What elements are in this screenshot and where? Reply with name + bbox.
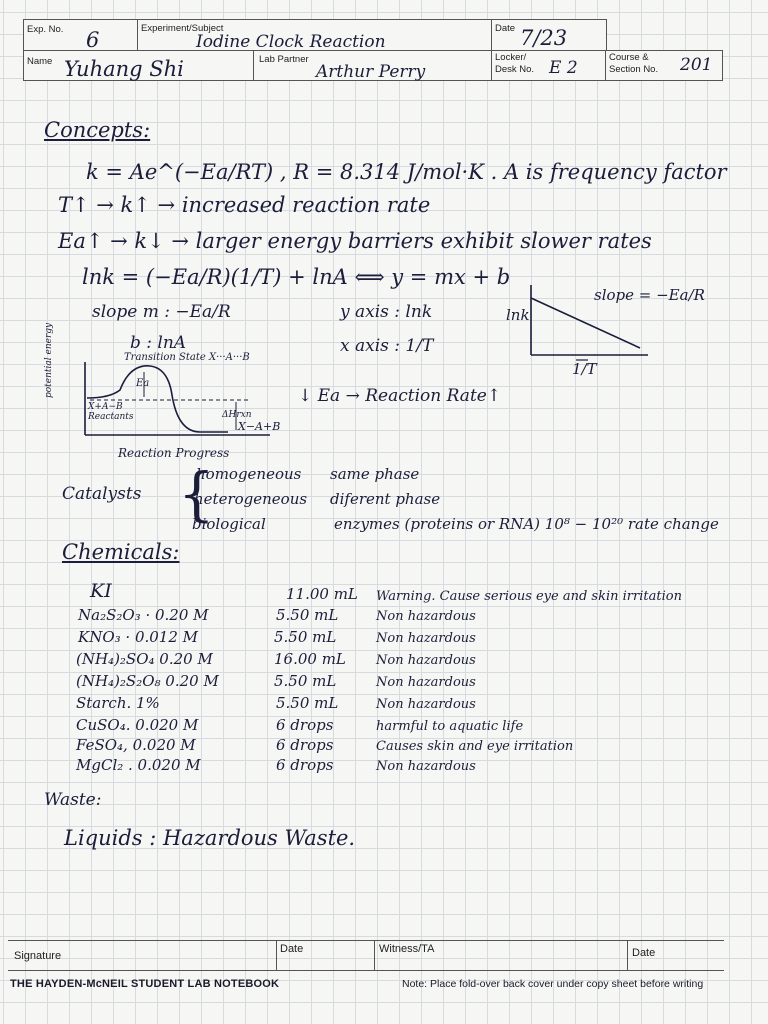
name-label: Name bbox=[27, 56, 53, 67]
waste-line: Liquids : Hazardous Waste. bbox=[64, 826, 356, 850]
chemical-name: FeSO₄, 0.020 M bbox=[76, 736, 196, 754]
footer-date2-label: Date bbox=[632, 947, 656, 959]
catalysts-label: Catalysts bbox=[62, 484, 142, 504]
notebook-brand: THE HAYDEN-McNEIL STUDENT LAB NOTEBOOK bbox=[10, 978, 280, 990]
diagram-ea-label: Ea bbox=[136, 378, 150, 389]
diagram-dh-label: ΔHrxn bbox=[222, 410, 252, 420]
chemical-hazard: Warning. Cause serious eye and skin irritation bbox=[376, 589, 682, 604]
diagram-ylabel: potential energy bbox=[44, 322, 54, 398]
chemical-name: Starch. 1% bbox=[76, 694, 160, 712]
footer-date-label: Date bbox=[280, 943, 304, 955]
locker-value: E 2 bbox=[549, 58, 578, 78]
plot-slope-label: slope = −Ea/R bbox=[594, 286, 705, 304]
plot-xlabel: 1/T bbox=[572, 360, 597, 378]
chemical-hazard: harmful to aquatic life bbox=[376, 719, 524, 734]
footer-divider-3 bbox=[627, 940, 628, 970]
chemical-hazard: Non hazardous bbox=[376, 653, 476, 668]
date-value: 7/23 bbox=[520, 26, 568, 50]
locker-label-1: Locker/ bbox=[495, 52, 527, 63]
xaxis-line: x axis : 1/T bbox=[340, 336, 434, 356]
concepts-heading: Concepts: bbox=[44, 118, 151, 142]
footer-divider-2 bbox=[374, 940, 375, 970]
arrhenius-line: k = Ae^(−Ea/RT) , R = 8.314 J/mol·K . A is frequency factor bbox=[86, 160, 727, 184]
chemical-amount: 5.50 mL bbox=[274, 672, 337, 690]
catalysts-brace: { bbox=[178, 460, 215, 528]
footer-rule-top bbox=[8, 940, 724, 941]
chemical-amount: 6 drops bbox=[276, 756, 334, 774]
exp-no-value: 6 bbox=[86, 28, 100, 52]
chemical-name: KNO₃ · 0.012 M bbox=[78, 628, 199, 646]
diagram-transition-label: Transition State X···A···B bbox=[124, 352, 250, 363]
activation-energy-line: Ea↑ → k↓ → larger energy barriers exhibit slower rates bbox=[58, 229, 652, 253]
ln-equation-line: lnk = (−Ea/R)(1/T) + lnA ⟺ y = mx + b bbox=[82, 265, 511, 289]
chemical-amount: 6 drops bbox=[276, 736, 334, 754]
chemical-name: Na₂S₂O₃ · 0.20 M bbox=[78, 606, 209, 624]
chemical-amount: 5.50 mL bbox=[276, 694, 339, 712]
footer-rule-bottom bbox=[8, 970, 724, 971]
diagram-products-label: X−A+B bbox=[238, 420, 281, 433]
subject-value: Iodine Clock Reaction bbox=[196, 32, 386, 52]
chemical-amount: 5.50 mL bbox=[276, 606, 339, 624]
chemical-hazard: Non hazardous bbox=[376, 759, 476, 774]
yaxis-line: y axis : lnk bbox=[340, 302, 433, 322]
exp-no-label: Exp. No. bbox=[27, 24, 64, 35]
catalyst-desc-1: same phase bbox=[330, 465, 420, 483]
chemical-amount: 5.50 mL bbox=[274, 628, 337, 646]
slope-line: slope m : −Ea/R bbox=[92, 302, 231, 322]
copy-sheet-note: Note: Place fold-over back cover under copy sheet before writing bbox=[402, 978, 704, 990]
locker-label-2: Desk No. bbox=[495, 64, 535, 75]
chemical-hazard: Non hazardous bbox=[376, 631, 476, 646]
plot-ylabel: lnk bbox=[506, 306, 530, 324]
partner-value: Arthur Perry bbox=[316, 62, 426, 82]
course-label-1: Course & bbox=[609, 52, 649, 63]
catalyst-type-3: biological bbox=[192, 515, 266, 533]
chemical-hazard: Non hazardous bbox=[376, 609, 476, 624]
catalyst-desc-2: diferent phase bbox=[330, 490, 441, 508]
course-value: 201 bbox=[680, 55, 713, 75]
chemical-name: CuSO₄. 0.020 M bbox=[76, 716, 199, 734]
partner-label: Lab Partner bbox=[259, 54, 309, 65]
catalyst-type-1: homogeneous bbox=[196, 465, 302, 483]
chemical-hazard: Non hazardous bbox=[376, 675, 476, 690]
chemical-hazard: Causes skin and eye irritation bbox=[376, 739, 574, 754]
chemical-name: (NH₄)₂SO₄ 0.20 M bbox=[76, 650, 213, 668]
catalyst-desc-3: enzymes (proteins or RNA) 10⁸ − 10²⁰ rate change bbox=[334, 515, 719, 533]
chemical-name: KI bbox=[90, 580, 112, 602]
chemical-name: (NH₄)₂S₂O₈ 0.20 M bbox=[76, 672, 219, 690]
catalyst-type-2: heterogeneous bbox=[194, 490, 308, 508]
chemical-amount: 16.00 mL bbox=[274, 650, 346, 668]
name-value: Yuhang Shi bbox=[64, 57, 184, 81]
diagram-reactants-label: X+A−B Reactants bbox=[88, 402, 134, 422]
chemical-name: MgCl₂ . 0.020 M bbox=[76, 756, 201, 774]
waste-heading: Waste: bbox=[44, 790, 102, 810]
footer-divider-1 bbox=[276, 940, 277, 970]
subject-label: Experiment/Subject bbox=[141, 23, 224, 34]
date-label: Date bbox=[495, 23, 516, 34]
chemical-amount: 6 drops bbox=[276, 716, 334, 734]
chemicals-heading: Chemicals: bbox=[62, 540, 180, 564]
witness-label: Witness/TA bbox=[379, 943, 435, 955]
ea-rate-line: ↓ Ea → Reaction Rate↑ bbox=[298, 386, 502, 406]
signature-label: Signature bbox=[14, 950, 62, 962]
course-label-2: Section No. bbox=[609, 64, 659, 75]
chemical-amount: 11.00 mL bbox=[286, 585, 358, 603]
chemical-hazard: Non hazardous bbox=[376, 697, 476, 712]
diagram-xlabel: Reaction Progress bbox=[118, 446, 230, 460]
b-line: b : lnA bbox=[130, 333, 187, 353]
temperature-line: T↑ → k↑ → increased reaction rate bbox=[58, 193, 431, 217]
